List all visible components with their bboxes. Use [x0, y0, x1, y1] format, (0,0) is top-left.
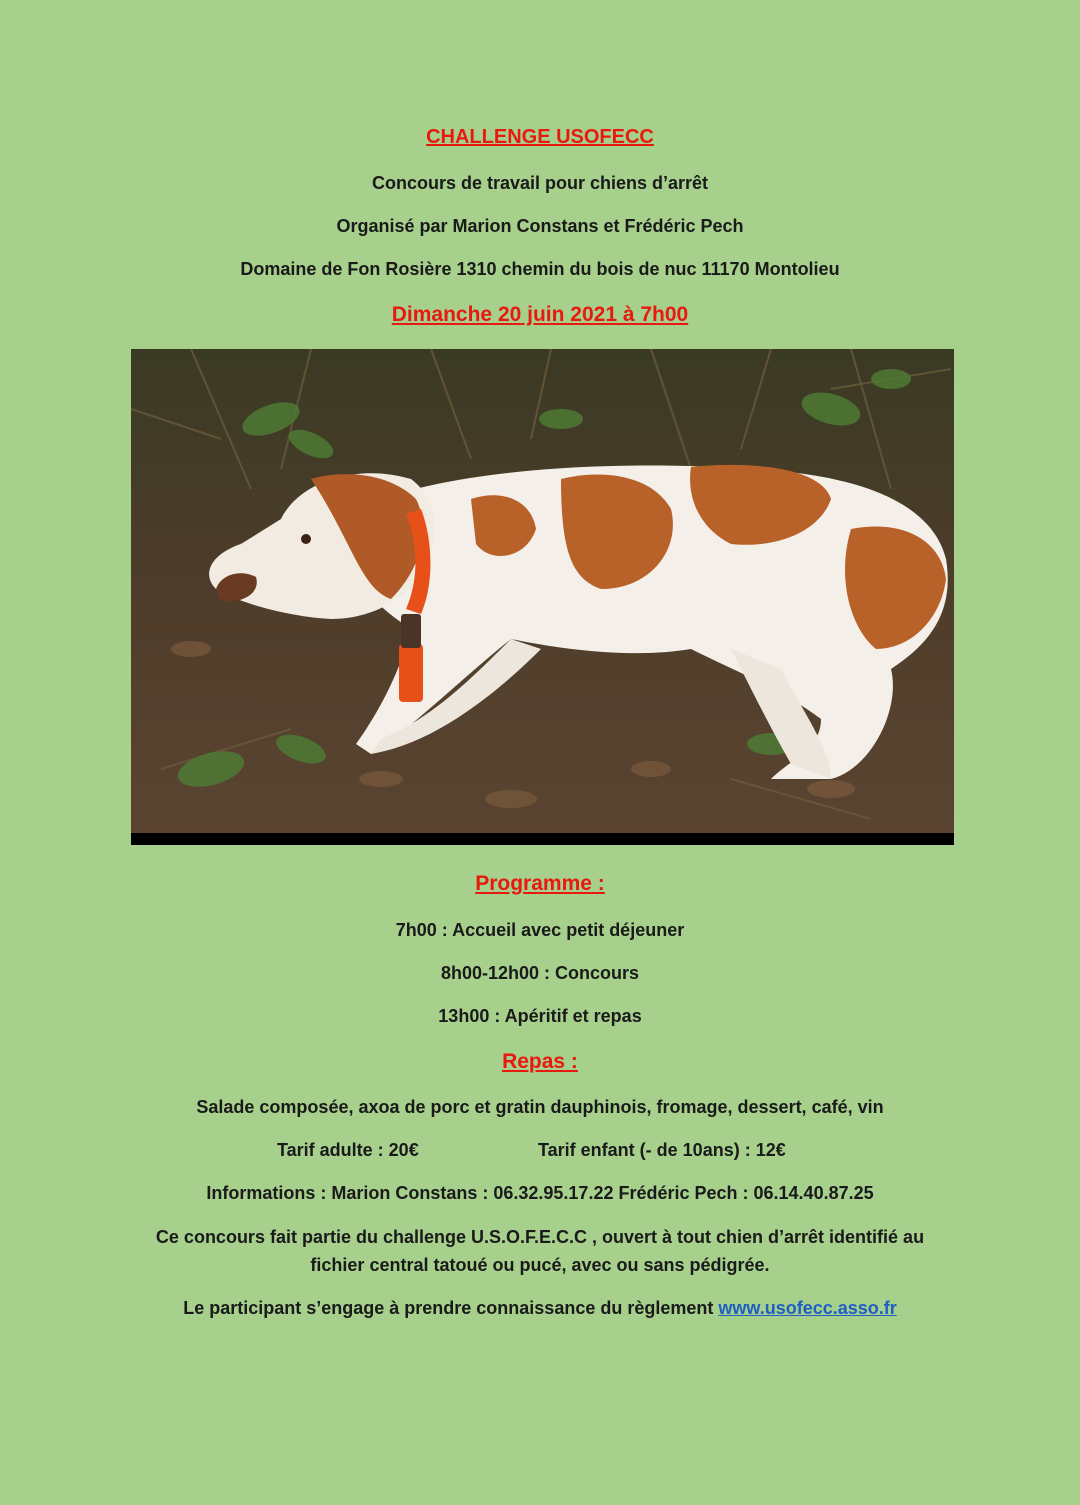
reglement-line	[0, 1297, 1080, 1319]
brittany-spaniel-dog-photo	[131, 349, 954, 845]
repas-menu: Salade composée, axoa de porc et gratin dauphinois, fromage, dessert, café, vin	[196, 1097, 884, 1117]
programme-item: 8h00-12h00 : Concours	[440, 963, 640, 983]
event-date: Dimanche 20 juin 2021 à 7h00	[391, 303, 689, 326]
repas-heading: Repas :	[502, 1050, 578, 1073]
reglement-text: Le participant s’engage à prendre connaissance du règlement	[183, 1298, 719, 1318]
programme-item: 13h00 : Apéritif et repas	[438, 1006, 642, 1026]
reglement-link[interactable]: www.usofecc.asso.fr	[718, 1298, 897, 1318]
page-title: CHALLENGE USOFECC	[426, 126, 654, 148]
address: Domaine de Fon Rosière 1310 chemin du bois de nuc 11170 Montolieu	[240, 259, 840, 279]
organizers: Organisé par Marion Constans et Frédéric Pech	[336, 216, 744, 236]
subtitle: Concours de travail pour chiens d’arrêt	[371, 173, 709, 193]
tarif-enfant: Tarif enfant (- de 10ans) : 12€	[538, 1140, 786, 1160]
programme-heading: Programme :	[475, 872, 605, 895]
tarif-adulte: Tarif adulte : 20€	[277, 1140, 419, 1160]
programme-item: 7h00 : Accueil avec petit déjeuner	[395, 920, 685, 940]
contact-informations: Informations : Marion Constans : 06.32.95.17.22 Frédéric Pech : 06.14.40.87.25	[206, 1183, 874, 1203]
challenge-text-line2: fichier central tatoué ou pucé, avec ou sans pédigrée.	[310, 1255, 770, 1275]
challenge-text-line1: Ce concours fait partie du challenge U.S.O.F.E.C.C , ouvert à tout chien d’arrêt identifié au	[155, 1227, 925, 1247]
